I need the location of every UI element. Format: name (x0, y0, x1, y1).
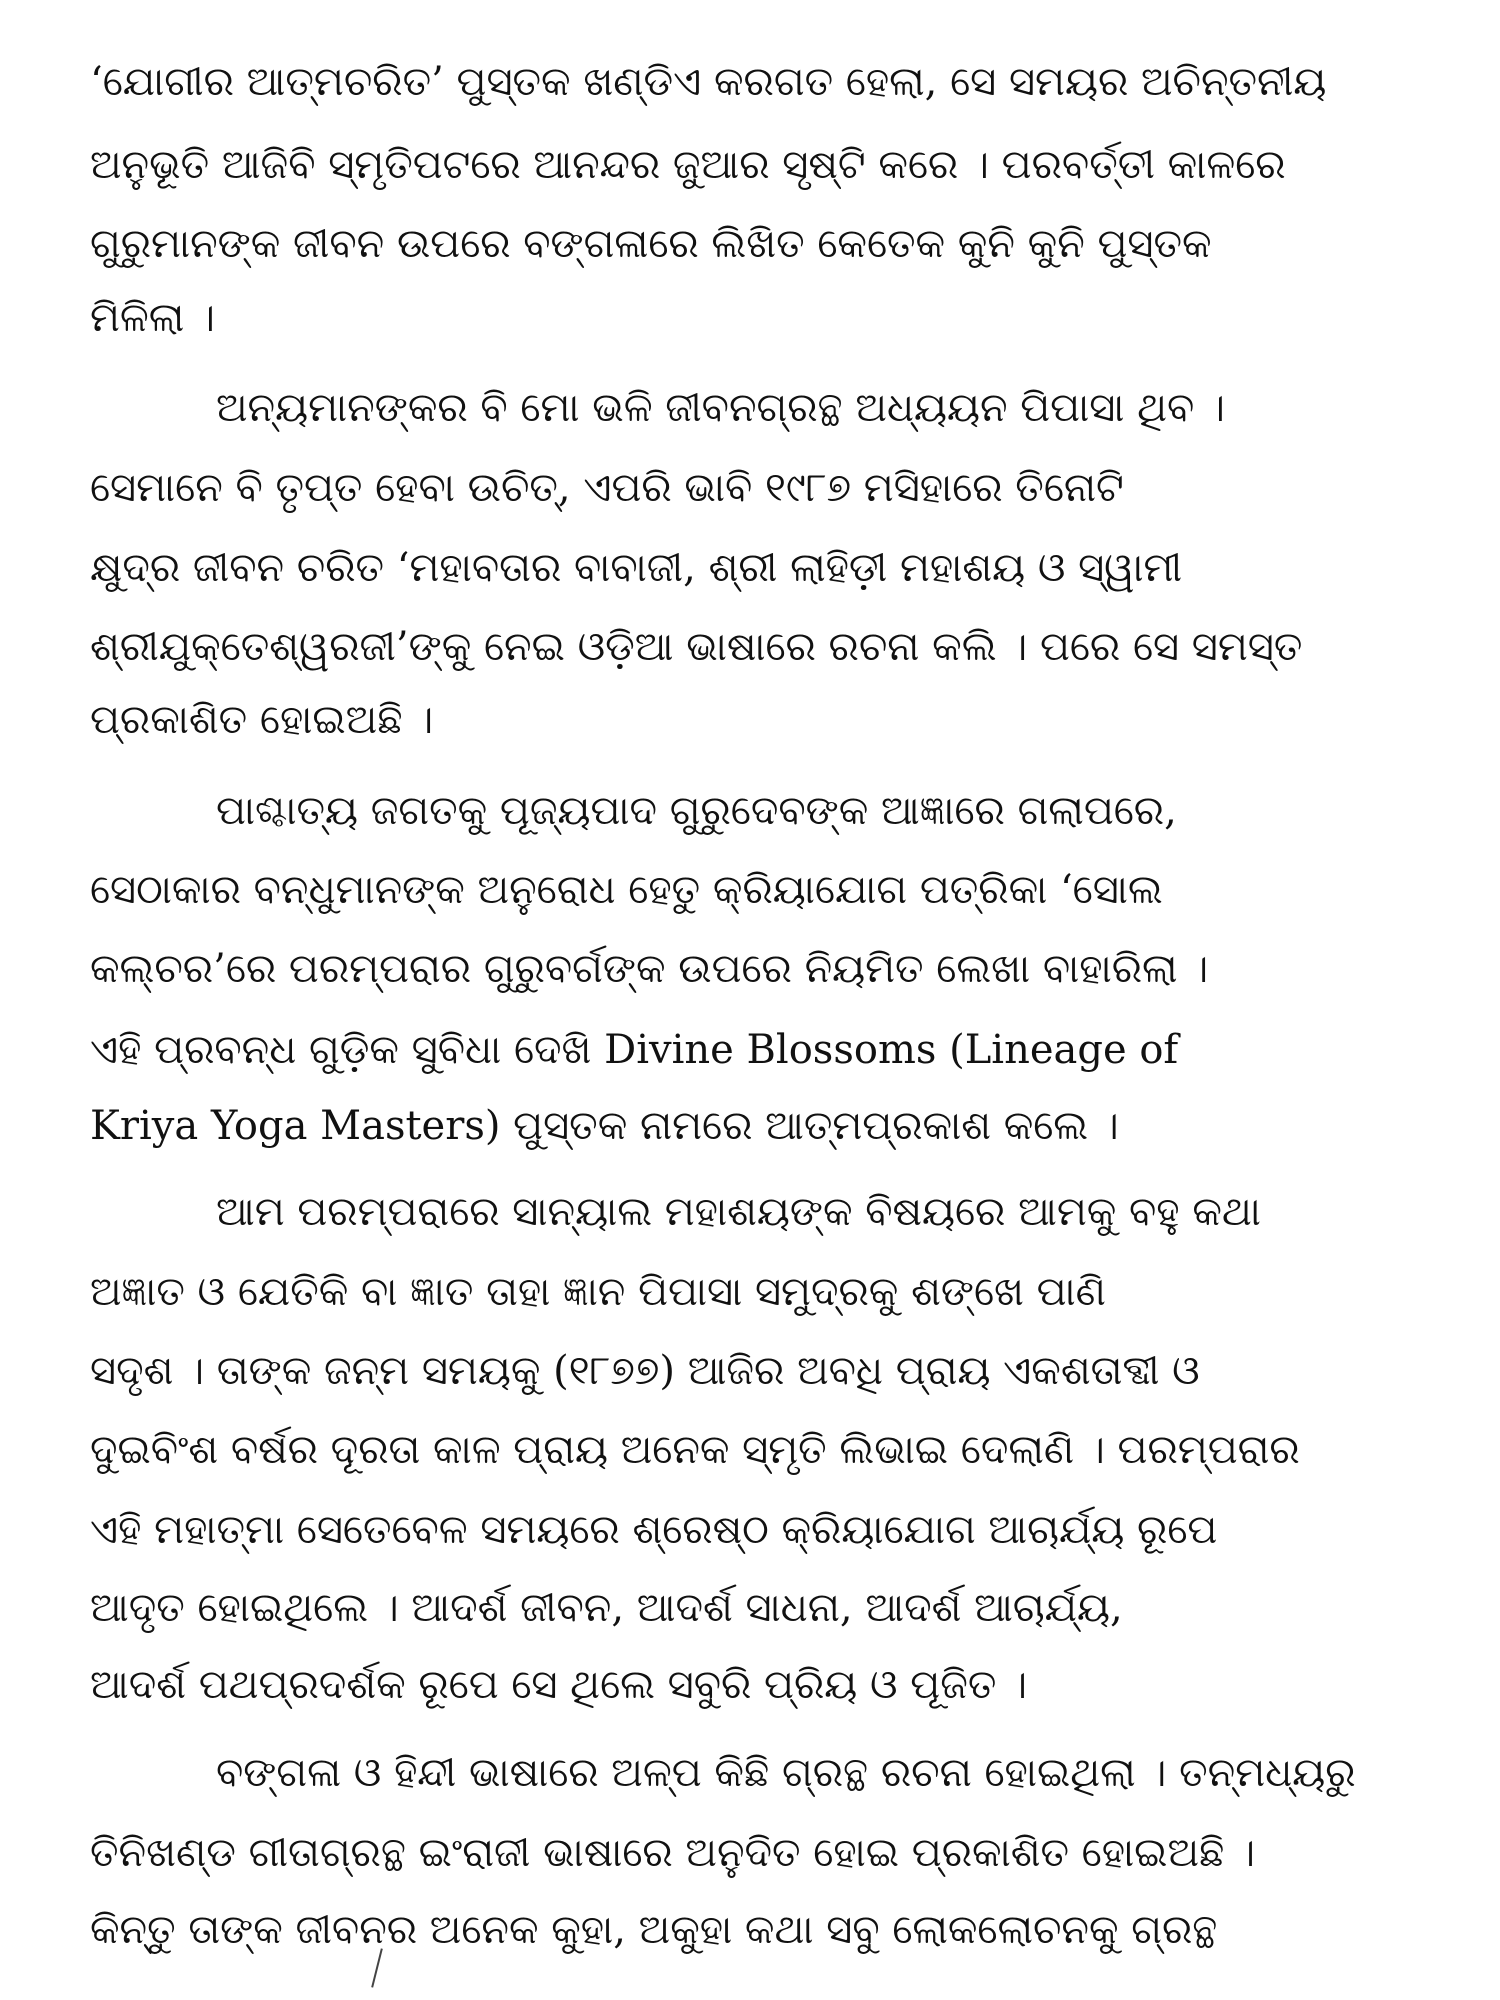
text-line: ମିଳିଲା । (90, 295, 216, 341)
text-line: ଗୁରୁମାନଙ୍କ ଜୀବନ ଉପରେ ବଙ୍ଗଳାରେ ଲିଖିତ କେତେକ କୁନି କୁନି ପୁସ୍ତକ (90, 221, 1212, 267)
text-line: ସେମାନେ ବି ତୃପ୍ତ ହେବା ଉଚିତ୍, ଏପରି ଭାବି ୧୯୮୭ ମସିହାରେ ତିନୋଟି (90, 465, 1124, 511)
text-line: ‘ଯୋଗୀର ଆତ୍ମଚରିତ’ ପୁସ୍ତକ ଖଣ୍ଡିଏ କରଗତ ହେଲା, ସେ ସମୟର ଅଚିନ୍ତନୀୟ (90, 59, 1327, 105)
text-line: Kriya Yoga Masters) ପୁସ୍ତକ ନାମରେ ଆତ୍ମପ୍ରକାଶ କଲେ । (90, 1103, 1119, 1149)
text-line: କଲ୍ଚର’ରେ ପରମ୍ପରାର ଗୁରୁବର୍ଗଙ୍କ ଉପରେ ନିୟମିତ ଲେଖା ବାହାରିଲା । (90, 946, 1209, 992)
text-line: ବଙ୍ଗଳା ଓ ହିନ୍ଦୀ ଭାଷାରେ ଅଳ୍ପ କିଛି ଗ୍ରନ୍ଥ ରଚନା ହୋଇଥିଲା । ତନ୍ମଧ୍ୟରୁ (216, 1750, 1356, 1796)
text-line: ଆଦୃତ ହୋଇଥିଲେ । ଆଦର୍ଶ ଜୀବନ, ଆଦର୍ଶ ସାଧନା, ଆଦର୍ଶ ଆଚାର୍ଯ୍ୟ, (90, 1585, 1123, 1631)
text-line: କ୍ଷୁଦ୍ର ଜୀବନ ଚରିତ ‘ମହାବତାର ବାବାଜୀ, ଶ୍ରୀ ଲାହିଡ଼ୀ ମହାଶୟ ଓ ସ୍ୱାମୀ (90, 545, 1183, 591)
document-page (90, 0, 1430, 2000)
text-line: ଅନ୍ୟମାନଙ୍କର ବି ମୋ ଭଳି ଜୀବନଗ୍ରନ୍ଥ ଅଧ୍ୟୟନ ପିପାସା ଥିବ । (216, 385, 1226, 431)
text-line: ଏହି ମହାତ୍ମା ସେତେବେଳ ସମୟରେ ଶ୍ରେଷ୍ଠ କ୍ରିୟାଯୋଗ ଆଚାର୍ଯ୍ୟ ରୂପେ (90, 1507, 1218, 1553)
text-line: ଅଜ୍ଞାତ ଓ ଯେତିକି ବା ଜ୍ଞାତ ତାହା ଜ୍ଞାନ ପିପାସା ସମୁଦ୍ରକୁ ଶଙ୍ଖେ ପାଣି (90, 1269, 1106, 1315)
text-line: ପ୍ରକାଶିତ ହୋଇଅଛି । (90, 697, 434, 743)
text-line: ଆମ ପରମ୍ପରାରେ ସାନ୍ୟାଲ ମହାଶୟଙ୍କ ବିଷୟରେ ଆମକୁ ବହୁ କଥା (216, 1189, 1261, 1235)
text-line: ଆଦର୍ଶ ପଥପ୍ରଦର୍ଶକ ରୂପେ ସେ ଥିଲେ ସବୁରି ପ୍ରିୟ ଓ ପୂଜିତ । (90, 1662, 1028, 1708)
text-line: ଦୁଇବିଂଶ ବର୍ଷର ଦୂରତା କାଳ ପ୍ରାୟ ଅନେକ ସ୍ମୃତି ଲିଭାଇ ଦେଲାଣି । ପରମ୍ପରାର (90, 1427, 1300, 1473)
text-line: ଏହି ପ୍ରବନ୍ଧ ଗୁଡ଼ିକ ସୁବିଧା ଦେଖି Divine Blossoms (Lineage of (90, 1027, 1179, 1073)
text-line: ସେଠାକାର ବନ୍ଧୁମାନଙ୍କ ଅନୁରୋଧ ହେତୁ କ୍ରିୟାଯୋଗ ପତ୍ରିକା ‘ସୋଲ (90, 867, 1163, 913)
text-line: କିନ୍ତୁ ତାଙ୍କ ଜୀବନର ଅନେକ କୁହା, ଅକୁହା କଥା ସବୁ ଲୋକଲୋଚନକୁ ଗ୍ରନ୍ଥ (90, 1907, 1218, 1953)
text-line: ତିନିଖଣ୍ଡ ଗୀତାଗ୍ରନ୍ଥ ଇଂରାଜୀ ଭାଷାରେ ଅନୁଦିତ ହୋଇ ପ୍ରକାଶିତ ହୋଇଅଛି । (90, 1830, 1256, 1876)
text-line: ସଦୃଶ । ତାଙ୍କ ଜନ୍ମ ସମୟକୁ (୧୮୭୭) ଆଜିର ଅବଧି ପ୍ରାୟ ଏକଶତାବ୍ଦୀ ଓ (90, 1348, 1200, 1394)
text-line: ପାଶ୍ଚାତ୍ୟ ଜଗତକୁ ପୂଜ୍ୟପାଦ ଗୁରୁଦେବଙ୍କ ଆଜ୍ଞାରେ ଗଲାପରେ, (216, 788, 1177, 834)
text-line: ଶ୍ରୀଯୁକ୍ତେଶ୍ୱରଜୀ’ଙ୍କୁ ନେଇ ଓଡ଼ିଆ ଭାଷାରେ ରଚନା କଲି । ପରେ ସେ ସମସ୍ତ (90, 624, 1303, 670)
text-line: ଅନୁଭୂତି ଆଜିବି ସ୍ମୃତିପଟରେ ଆନନ୍ଦର ଜୁଆର ସୃଷ୍ଟି କରେ । ପରବର୍ତ୍ତୀ କାଳରେ (90, 142, 1286, 188)
